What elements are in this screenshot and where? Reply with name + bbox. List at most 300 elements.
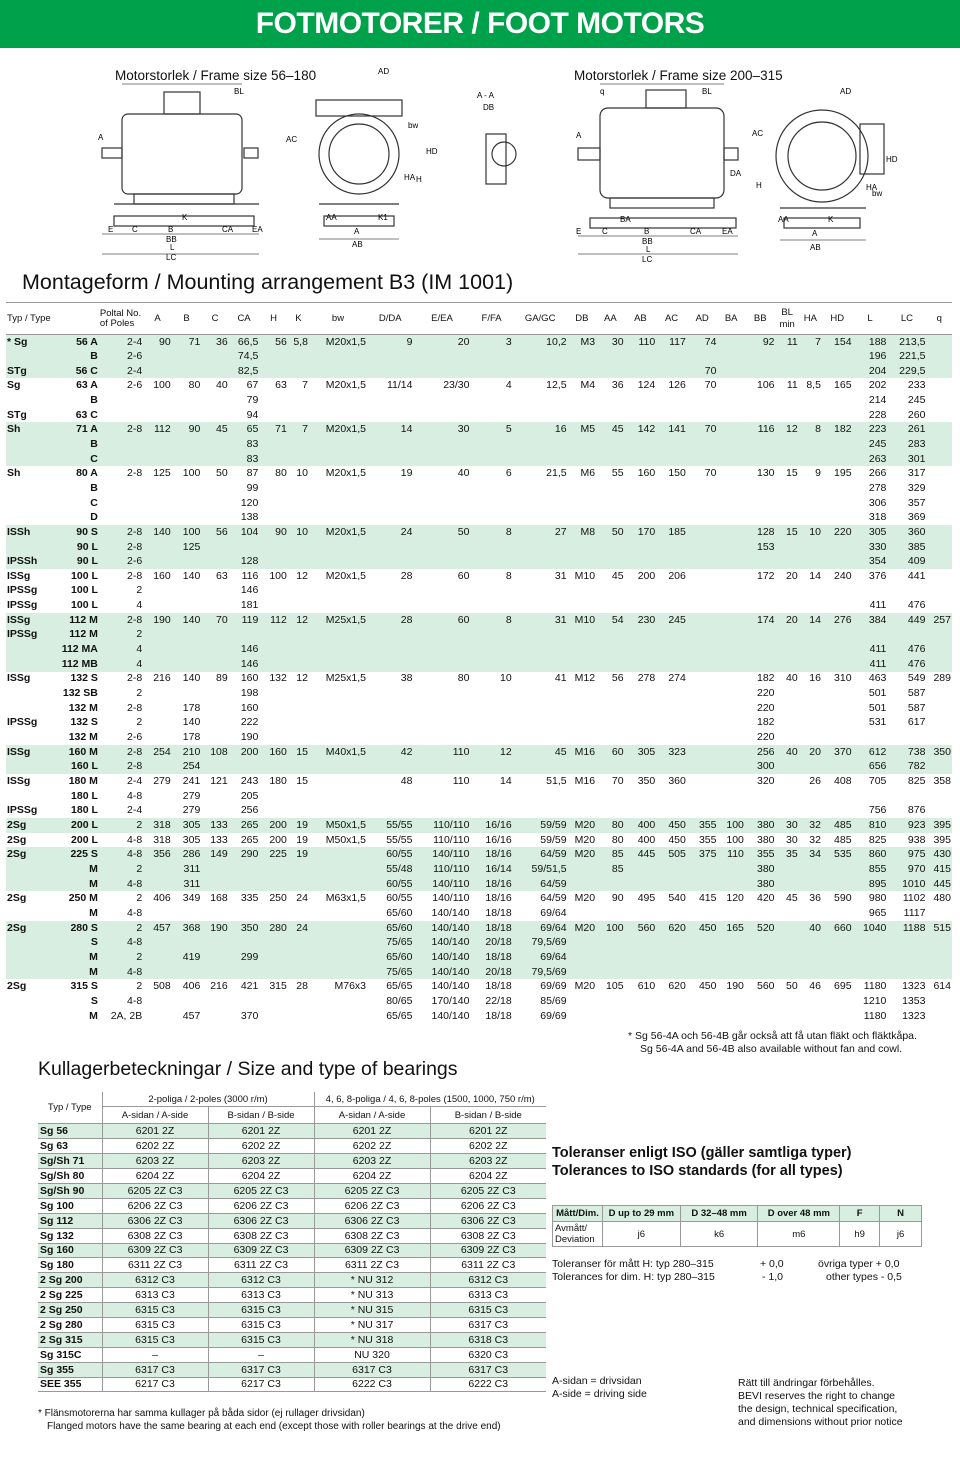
- dimensions-cell: 356: [143, 847, 172, 862]
- dimensions-cell: 228: [868, 408, 887, 421]
- dimensions-cell: 85: [596, 862, 625, 877]
- dimensions-cell: 60/55: [367, 847, 413, 862]
- dimensions-cell: 317: [907, 467, 926, 480]
- dimensions-cell: [596, 950, 625, 965]
- dimensions-cell: 923: [887, 818, 926, 833]
- dimensions-cell: [288, 393, 309, 408]
- dimensions-header-cell: B: [172, 303, 202, 335]
- tol-head-n: N: [880, 1206, 922, 1222]
- dimensions-cell: [309, 598, 367, 613]
- dimensions-cell: [309, 584, 367, 599]
- dimensions-cell: [656, 804, 687, 819]
- dimensions-cell: M20x1,5: [325, 569, 367, 582]
- dimensions-cell: [776, 965, 799, 980]
- dim-CA-label: CA: [222, 225, 234, 234]
- dimensions-cell: 160: [637, 467, 656, 480]
- dimensions-cell: 125: [172, 540, 202, 555]
- dimensions-header-cell: AB: [625, 303, 657, 335]
- dimensions-cell: [6, 393, 48, 408]
- dimensions-cell: B: [90, 481, 98, 494]
- dimensions-cell: 182: [756, 672, 775, 685]
- dimensions-cell: [568, 906, 597, 921]
- dimensions-cell: [6, 642, 48, 657]
- dimensions-cell: 41: [554, 672, 567, 685]
- dimensions-cell: 12: [296, 569, 308, 582]
- dimensions-cell: [717, 569, 744, 584]
- dimensions-cell: 8,5: [806, 379, 821, 392]
- dimensions-cell: [776, 408, 799, 423]
- dimensions-cell: [625, 804, 657, 819]
- mounting-arrangement-title: Montageform / Mounting arrangement B3 (IM 1001): [22, 270, 514, 294]
- dimensions-cell: 90: [143, 335, 172, 350]
- bearings-row: [38, 1169, 546, 1184]
- dimensions-cell: [625, 628, 657, 643]
- dimensions-cell: 476: [887, 642, 926, 657]
- dimensions-cell: 79,5/69: [513, 935, 568, 950]
- dimensions-cell: [288, 642, 309, 657]
- dimensions-cell: [799, 408, 822, 423]
- dimensions-row: [6, 862, 952, 877]
- dimensions-cell: [568, 452, 597, 467]
- dimensions-cell: [596, 935, 625, 950]
- dimensions-cell: 612: [853, 745, 888, 760]
- bearings-cell: 6206 2Z C3: [102, 1198, 208, 1213]
- dimensions-cell: [625, 657, 657, 672]
- dimensions-cell: [288, 628, 309, 643]
- dimensions-cell: [745, 657, 776, 672]
- dimensions-cell: [309, 349, 367, 364]
- dimensions-row: [6, 598, 952, 613]
- dimensions-cell: 80 A: [76, 467, 98, 480]
- dimensions-cell: 132 M: [68, 731, 98, 744]
- dimensions-cell: [413, 657, 470, 672]
- dimensions-cell: [656, 686, 687, 701]
- dim-BL-right-label: BL: [702, 87, 712, 96]
- dimensions-cell: 656: [853, 760, 888, 775]
- dimensions-cell: 350: [926, 745, 952, 760]
- dimensions-cell: 266: [868, 467, 887, 480]
- dimensions-cell: 146: [240, 584, 259, 597]
- dimensions-cell: C: [48, 452, 99, 467]
- dimensions-cell: 354: [853, 554, 888, 569]
- dimensions-cell: [99, 510, 143, 525]
- dimensions-cell: 245: [853, 437, 888, 452]
- dimensions-cell: 415: [698, 892, 717, 905]
- dimensions-cell: [201, 1009, 228, 1024]
- dimensions-cell: [926, 994, 952, 1009]
- dimensions-cell: [776, 540, 799, 555]
- dimensions-cell: [6, 1009, 48, 1024]
- dimensions-cell: [776, 701, 799, 716]
- bearings-cell: 6313 C3: [102, 1288, 208, 1303]
- dimensions-cell: 286: [172, 847, 202, 862]
- dimensions-cell: 10: [288, 525, 309, 540]
- dimensions-cell: [568, 760, 597, 775]
- dimensions-cell: 160: [240, 701, 259, 714]
- dimensions-cell: [717, 965, 744, 980]
- dimensions-cell: [367, 540, 413, 555]
- dimensions-cell: [513, 730, 568, 745]
- bearings-cell: 6313 C3: [208, 1288, 314, 1303]
- dimensions-cell: 305: [853, 525, 888, 540]
- dimensions-cell: [201, 877, 228, 892]
- dimensions-cell: [625, 598, 657, 613]
- dimensions-cell: 119: [229, 613, 260, 628]
- dimensions-cell: 20/18: [470, 935, 512, 950]
- dimensions-cell: 213,5: [887, 335, 926, 350]
- dimensions-cell: [6, 437, 48, 452]
- dimensions-cell: [776, 716, 799, 731]
- dimensions-cell: 32: [799, 818, 822, 833]
- dimensions-cell: [926, 730, 952, 745]
- dimensions-cell: [745, 393, 776, 408]
- bearings-row: [38, 1139, 546, 1154]
- dimensions-cell: 7: [799, 335, 822, 350]
- dimensions-cell: 315 S: [70, 980, 98, 993]
- dimensions-cell: [926, 628, 952, 643]
- dim-AA-label: AA: [326, 213, 337, 222]
- dimensions-cell: [776, 921, 799, 936]
- dimensions-cell: 60: [457, 569, 470, 582]
- dimensions-cell: 196: [853, 349, 888, 364]
- dimensions-cell: 200: [229, 745, 260, 760]
- bearings-cell: 6315 C3: [208, 1332, 314, 1347]
- dimensions-cell: [259, 452, 288, 467]
- dimensions-cell: 20/18: [470, 965, 512, 980]
- dimensions-row: [6, 628, 952, 643]
- dimensions-cell: 31: [554, 569, 567, 582]
- dimensions-cell: [717, 774, 744, 789]
- dimensions-cell: [596, 701, 625, 716]
- dimensions-cell: 140: [182, 672, 201, 685]
- dimensions-header-cell: AD: [687, 303, 718, 335]
- dimensions-row: [6, 847, 952, 862]
- bearings-cell: 6309 2Z C3: [208, 1243, 314, 1258]
- dimensions-cell: [367, 452, 413, 467]
- dimensions-cell: [309, 686, 367, 701]
- dimensions-cell: 2: [136, 584, 143, 597]
- dimensions-cell: [6, 540, 48, 555]
- dimensions-cell: [229, 965, 260, 980]
- dimensions-cell: [717, 408, 744, 423]
- dimensions-cell: M16: [574, 775, 596, 788]
- dimensions-cell: [288, 540, 309, 555]
- dimensions-cell: [717, 877, 744, 892]
- dimensions-cell: 457: [143, 921, 172, 936]
- dimensions-cell: [288, 598, 309, 613]
- dimensions-cell: 200: [637, 569, 656, 582]
- dimensions-cell: [201, 701, 228, 716]
- dimensions-cell: 280: [259, 921, 288, 936]
- dimensions-cell: 82,5: [229, 364, 260, 379]
- bearings-cell: 6311 2Z C3: [314, 1258, 430, 1273]
- dimensions-cell: [745, 628, 776, 643]
- dimensions-cell: [853, 730, 888, 745]
- dimensions-cell: [717, 466, 744, 481]
- dimensions-cell: 45: [596, 422, 625, 437]
- dimensions-cell: [717, 1009, 744, 1024]
- dimensions-cell: 40: [776, 745, 799, 760]
- dimensions-cell: 230: [625, 613, 657, 628]
- dimensions-cell: 411: [853, 642, 888, 657]
- dimensions-cell: [799, 950, 822, 965]
- dimensions-cell: 2-4: [99, 364, 143, 379]
- dimensions-cell: [799, 598, 822, 613]
- dimensions-cell: [799, 393, 822, 408]
- dimensions-cell: [513, 789, 568, 804]
- dimensions-cell: [259, 349, 288, 364]
- dimensions-cell: [926, 378, 952, 393]
- dimensions-cell: M10: [574, 569, 596, 582]
- dimensions-cell: 476: [887, 657, 926, 672]
- dimensions-cell: M50x1,5: [325, 833, 367, 846]
- dimensions-cell: 59/59: [540, 833, 567, 846]
- dimensions-cell: 825: [907, 775, 926, 788]
- dimensions-cell: [745, 994, 776, 1009]
- dimensions-cell: [309, 774, 367, 789]
- dim-BB-label: BB: [166, 235, 177, 244]
- dimensions-cell: [513, 540, 568, 555]
- dimensions-cell: Sh: [6, 422, 48, 437]
- dimensions-cell: 369: [907, 511, 926, 524]
- dimensions-cell: [413, 804, 470, 819]
- dimensions-cell: 79,5/69: [513, 965, 568, 980]
- dimensions-cell: [259, 584, 288, 599]
- dimensions-cell: IPSSg: [6, 628, 48, 643]
- dimensions-cell: 7: [288, 422, 309, 437]
- dimensions-cell: 188: [853, 335, 888, 350]
- dimensions-cell: 560: [625, 921, 657, 936]
- dimensions-cell: 2Sg: [7, 833, 27, 846]
- dimensions-cell: [143, 481, 172, 496]
- dimensions-cell: [926, 510, 952, 525]
- dimensions-cell: 71: [172, 335, 202, 350]
- dimensions-cell: [799, 1009, 822, 1024]
- dimensions-header-cell: HA: [799, 303, 822, 335]
- dimensions-cell: [625, 935, 657, 950]
- dimensions-cell: [822, 437, 853, 452]
- dimensions-cell: [568, 408, 597, 423]
- dimensions-cell: [625, 994, 657, 1009]
- dimensions-cell: [596, 364, 625, 379]
- dimensions-cell: 4: [99, 657, 143, 672]
- dimensions-cell: 64/59: [513, 847, 568, 862]
- dimensions-cell: [745, 496, 776, 511]
- dimensions-cell: [687, 540, 718, 555]
- dimensions-cell: 160 L: [48, 760, 99, 775]
- dimensions-cell: [470, 804, 512, 819]
- dimensions-cell: 105: [606, 980, 624, 993]
- bearings-table: [38, 1092, 546, 1392]
- bearings-cell: 2 Sg 280: [38, 1317, 102, 1332]
- dimensions-cell: 116: [241, 569, 259, 582]
- dimensions-cell: [309, 481, 367, 496]
- dimensions-cell: 142: [625, 422, 657, 437]
- dimensions-cell: 140/110: [432, 892, 470, 905]
- dimensions-cell: [367, 730, 413, 745]
- dimensions-cell: 110: [625, 335, 657, 350]
- dimensions-cell: 126: [668, 379, 686, 392]
- dimensions-cell: 34: [799, 847, 822, 862]
- dimensions-cell: [143, 804, 172, 819]
- dimensions-cell: 140: [143, 525, 172, 540]
- dimensions-cell: 360: [887, 525, 926, 540]
- dim-B-right-label: B: [644, 227, 650, 236]
- dimensions-cell: 165: [717, 921, 744, 936]
- dimensions-cell: 225: [259, 847, 288, 862]
- dimensions-cell: 10: [799, 525, 822, 540]
- dimensions-cell: 463: [868, 672, 887, 685]
- dimensions-cell: [259, 789, 288, 804]
- dimensions-cell: 11: [776, 335, 799, 350]
- dim-LC-label: LC: [166, 253, 177, 262]
- dimensions-cell: M20x1,5: [309, 422, 367, 437]
- dimensions-cell: 132 S: [70, 672, 98, 685]
- dimensions-cell: [776, 935, 799, 950]
- dimensions-cell: [926, 584, 952, 599]
- dimensions-row: [6, 994, 952, 1009]
- dimensions-cell: [309, 701, 367, 716]
- dimensions-cell: 182: [822, 422, 853, 437]
- dimensions-cell: [926, 657, 952, 672]
- dimensions-cell: 16: [513, 422, 568, 437]
- dimensions-cell: 140/140: [413, 921, 470, 936]
- dimensions-cell: 535: [822, 847, 853, 862]
- dimensions-cell: [625, 906, 657, 921]
- dimensions-cell: [143, 496, 172, 511]
- dimensions-cell: 70: [687, 422, 718, 437]
- dimensions-cell: 540: [668, 892, 686, 905]
- dimensions-cell: 705: [868, 775, 887, 788]
- dimensions-cell: ISSg: [6, 745, 48, 760]
- dimensions-cell: [143, 598, 172, 613]
- dimensions-row: [6, 833, 952, 848]
- dimensions-cell: [568, 584, 597, 599]
- dimensions-cell: [229, 540, 260, 555]
- dimensions-cell: [656, 364, 687, 379]
- dimensions-cell: [687, 760, 718, 775]
- bearings-cell: 6201 2Z: [314, 1124, 430, 1139]
- dimensions-cell: 83: [229, 437, 260, 452]
- dimensions-cell: [413, 452, 470, 467]
- dimensions-cell: 100: [717, 818, 744, 833]
- dimensions-cell: [596, 1009, 625, 1024]
- dimensions-cell: [926, 701, 952, 716]
- dimensions-cell: 70: [704, 467, 717, 480]
- dimensions-cell: [367, 364, 413, 379]
- dimensions-cell: [143, 540, 172, 555]
- dimensions-cell: [799, 789, 822, 804]
- dimensions-cell: 318: [153, 833, 171, 846]
- dimensions-cell: 55/55: [367, 818, 413, 833]
- dimensions-cell: 178: [182, 731, 201, 744]
- dimensions-cell: [745, 598, 776, 613]
- dimensions-cell: [625, 760, 657, 775]
- bearings-cell: –: [102, 1347, 208, 1362]
- dimensions-header-cell: AC: [656, 303, 687, 335]
- dimensions-cell: [745, 349, 776, 364]
- dimensions-cell: [259, 510, 288, 525]
- dimensions-cell: 2: [99, 862, 143, 877]
- dimensions-cell: 4-8: [127, 994, 143, 1007]
- dimensions-cell: 45: [786, 892, 798, 905]
- dimensions-cell: [799, 935, 822, 950]
- dimensions-cell: M3: [568, 335, 597, 350]
- dimensions-cell: M: [48, 877, 99, 892]
- dimensions-cell: [822, 642, 853, 657]
- dimensions-cell: [596, 496, 625, 511]
- dimensions-cell: 2-8: [127, 467, 143, 480]
- bearings-row: [38, 1362, 546, 1377]
- bearings-cell: 6308 2Z C3: [314, 1228, 430, 1243]
- dimensions-cell: [717, 378, 744, 393]
- dimensions-cell: 280 S: [48, 921, 99, 936]
- dimensions-cell: 505: [656, 847, 687, 862]
- dimensions-cell: 738: [887, 745, 926, 760]
- dimensions-cell: 2Sg: [7, 980, 27, 993]
- dimensions-cell: 20: [776, 613, 799, 628]
- dimensions-cell: 165: [834, 379, 852, 392]
- dimensions-row: [6, 393, 952, 408]
- dimensions-header-cell: Typ / Type: [6, 303, 48, 335]
- dimensions-cell: 200: [259, 818, 288, 833]
- dimensions-cell: IPSSh: [6, 554, 48, 569]
- dimensions-cell: [596, 730, 625, 745]
- dimensions-cell: 92: [745, 335, 776, 350]
- dimensions-cell: [687, 789, 718, 804]
- dimensions-row: [6, 584, 952, 599]
- dimensions-cell: 4-8: [99, 935, 143, 950]
- dimensions-cell: [172, 510, 202, 525]
- bearings-sub-a2: A-sidan / A-side: [314, 1107, 430, 1124]
- dimensions-cell: [596, 481, 625, 496]
- dimensions-cell: [822, 364, 853, 379]
- dimensions-cell: 587: [907, 701, 926, 714]
- dimensions-cell: [687, 965, 718, 980]
- dimensions-cell: 19: [288, 847, 309, 862]
- dimensions-cell: 305: [182, 833, 201, 846]
- dimensions-cell: M20: [568, 818, 597, 833]
- dimensions-cell: [625, 730, 657, 745]
- dimensions-cell: [513, 437, 568, 452]
- dimensions-cell: [596, 877, 625, 892]
- dimensions-cell: 660: [822, 921, 853, 936]
- dimensions-cell: 40: [216, 379, 228, 392]
- dimensions-cell: [656, 1009, 687, 1024]
- dimensions-cell: [656, 496, 687, 511]
- table-footnote: * Sg 56-4A och 56-4B går också att få utan fläkt och fläktkåpa. Sg 56-4A and 56-4B also available without fan and cowl.: [628, 1030, 917, 1055]
- dimensions-cell: [172, 965, 202, 980]
- bearings-cell: 6309 2Z C3: [314, 1243, 430, 1258]
- dimensions-cell: 260: [907, 408, 926, 421]
- dimensions-cell: 24: [367, 525, 413, 540]
- dimensions-cell: 1102: [902, 892, 926, 905]
- dimensions-cell: [367, 496, 413, 511]
- dimensions-cell: [413, 716, 470, 731]
- dimensions-cell: [776, 364, 799, 379]
- bearings-row: [38, 1198, 546, 1213]
- dimensions-cell: 65/65: [386, 1009, 413, 1022]
- dimensions-cell: 2-6: [99, 349, 143, 364]
- dimensions-cell: [887, 950, 926, 965]
- bearings-row: [38, 1317, 546, 1332]
- dimensions-cell: [143, 965, 172, 980]
- dimensions-cell: [596, 657, 625, 672]
- dimensions-cell: 140: [182, 569, 201, 582]
- bearings-cell: Sg/Sh 80: [38, 1169, 102, 1184]
- dimensions-cell: [687, 672, 718, 687]
- dimensions-cell: [413, 642, 470, 657]
